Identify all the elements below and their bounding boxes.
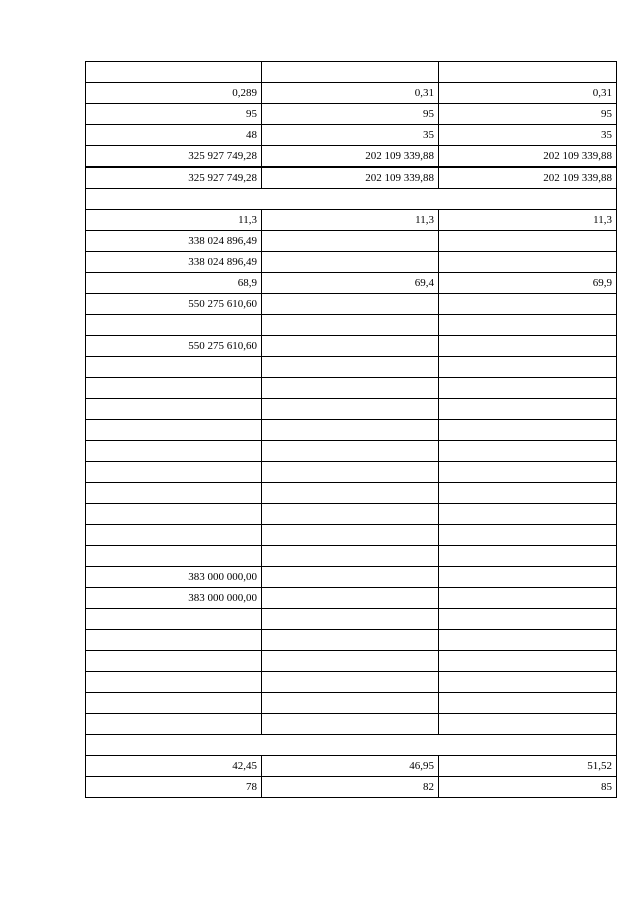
table-cell-col2 (262, 483, 439, 504)
table-cell-col3: 202 109 339,88 (439, 167, 617, 189)
table-row (86, 714, 617, 735)
table-cell-col3 (439, 588, 617, 609)
table-cell-col1: 383 000 000,00 (86, 567, 262, 588)
table-cell-col1 (86, 483, 262, 504)
table-row (86, 525, 617, 546)
table-cell-col3 (439, 357, 617, 378)
table-cell-col1 (86, 378, 262, 399)
table-cell-col3 (439, 567, 617, 588)
table-cell-col3 (439, 672, 617, 693)
table-row (86, 104, 617, 125)
table-cell-col3 (439, 483, 617, 504)
table-row (86, 504, 617, 525)
table-cell-col1: 78 (86, 777, 262, 798)
table-row (86, 378, 617, 399)
table-row (86, 62, 617, 83)
table-cell-col1: 48 (86, 125, 262, 146)
table-cell-col2 (262, 609, 439, 630)
table-cell-col1: 325 927 749,28 (86, 167, 262, 189)
table-row (86, 630, 617, 651)
table-cell-col1 (86, 609, 262, 630)
table-cell-col3 (439, 714, 617, 735)
table-row (86, 672, 617, 693)
table-cell-col2 (262, 399, 439, 420)
table-cell-col2 (262, 462, 439, 483)
table-row (86, 189, 617, 210)
table-row (86, 252, 617, 273)
table-row (86, 167, 617, 189)
table-cell-col1: 383 000 000,00 (86, 588, 262, 609)
table-cell-col2 (262, 525, 439, 546)
table-row (86, 735, 617, 756)
table-cell-col2 (262, 630, 439, 651)
table-row (86, 420, 617, 441)
table-row (86, 588, 617, 609)
table-cell-col3 (439, 420, 617, 441)
section-row-cell (86, 735, 617, 756)
table-row (86, 357, 617, 378)
table-cell-col3 (439, 504, 617, 525)
table-cell-col1 (86, 714, 262, 735)
table-row (86, 294, 617, 315)
table-row (86, 567, 617, 588)
table-row (86, 399, 617, 420)
table-cell-col3: 202 109 339,88 (439, 146, 617, 168)
table-row (86, 693, 617, 714)
table-cell-col1 (86, 357, 262, 378)
table-cell-col3 (439, 651, 617, 672)
table-cell-col1 (86, 630, 262, 651)
table-row (86, 83, 617, 104)
table-body (86, 62, 617, 798)
table-row (86, 441, 617, 462)
table-cell-col1 (86, 525, 262, 546)
table-cell-col1 (86, 651, 262, 672)
table-cell-col1 (86, 441, 262, 462)
table-cell-col2: 69,4 (262, 273, 439, 294)
table-cell-col3 (439, 252, 617, 273)
data-table (85, 61, 617, 798)
table-cell-col1 (86, 693, 262, 714)
table-cell-col1 (86, 504, 262, 525)
table-row (86, 609, 617, 630)
table-cell-col2 (262, 441, 439, 462)
table-cell-col3 (439, 609, 617, 630)
table-cell-col2 (262, 315, 439, 336)
table-cell-col1: 550 275 610,60 (86, 294, 262, 315)
table-cell-col2: 0,31 (262, 83, 439, 104)
table-cell-col2 (262, 672, 439, 693)
table-cell-col1 (86, 62, 262, 83)
table-row (86, 546, 617, 567)
table-cell-col1: 11,3 (86, 210, 262, 231)
table-cell-col3 (439, 378, 617, 399)
table-cell-col1: 68,9 (86, 273, 262, 294)
table-cell-col2 (262, 504, 439, 525)
table-cell-col3: 11,3 (439, 210, 617, 231)
table-cell-col3 (439, 62, 617, 83)
table-cell-col1: 95 (86, 104, 262, 125)
table-cell-col1 (86, 672, 262, 693)
table-row (86, 483, 617, 504)
table-cell-col2: 202 109 339,88 (262, 167, 439, 189)
table-cell-col2 (262, 588, 439, 609)
table-row (86, 210, 617, 231)
table-cell-col3: 35 (439, 125, 617, 146)
table-cell-col1: 338 024 896,49 (86, 231, 262, 252)
table-row (86, 336, 617, 357)
table-cell-col3 (439, 399, 617, 420)
table-cell-col3 (439, 231, 617, 252)
table-cell-col2: 82 (262, 777, 439, 798)
table-cell-col3 (439, 294, 617, 315)
table-cell-col2: 46,95 (262, 756, 439, 777)
table-cell-col1 (86, 420, 262, 441)
table-cell-col2: 35 (262, 125, 439, 146)
table-cell-col2 (262, 378, 439, 399)
table-cell-col2 (262, 714, 439, 735)
table-cell-col3 (439, 315, 617, 336)
table-cell-col1: 42,45 (86, 756, 262, 777)
table-cell-col2 (262, 420, 439, 441)
section-row-cell (86, 189, 617, 210)
table-cell-col3: 51,52 (439, 756, 617, 777)
table-cell-col2 (262, 336, 439, 357)
table-cell-col3: 95 (439, 104, 617, 125)
table-cell-col3: 85 (439, 777, 617, 798)
table-cell-col1: 0,289 (86, 83, 262, 104)
table-cell-col3 (439, 462, 617, 483)
table-row (86, 125, 617, 146)
table-cell-col2 (262, 546, 439, 567)
table-cell-col3: 69,9 (439, 273, 617, 294)
table-cell-col3: 0,31 (439, 83, 617, 104)
table-cell-col3 (439, 693, 617, 714)
table-cell-col2 (262, 567, 439, 588)
table-cell-col2 (262, 231, 439, 252)
table-cell-col3 (439, 630, 617, 651)
table-cell-col1: 325 927 749,28 (86, 146, 262, 168)
table-cell-col1: 338 024 896,49 (86, 252, 262, 273)
table-cell-col2 (262, 357, 439, 378)
table-cell-col2 (262, 294, 439, 315)
table-cell-col1 (86, 399, 262, 420)
table-cell-col3 (439, 546, 617, 567)
table-row (86, 462, 617, 483)
table-cell-col1 (86, 462, 262, 483)
table-row (86, 146, 617, 168)
table-cell-col2 (262, 693, 439, 714)
table-cell-col2 (262, 651, 439, 672)
table-row (86, 231, 617, 252)
table-cell-col1 (86, 546, 262, 567)
table-cell-col3 (439, 336, 617, 357)
table-cell-col3 (439, 525, 617, 546)
table-cell-col2: 11,3 (262, 210, 439, 231)
table-cell-col2: 95 (262, 104, 439, 125)
table-cell-col2 (262, 252, 439, 273)
table-row (86, 777, 617, 798)
table-row (86, 273, 617, 294)
table-row (86, 756, 617, 777)
table-cell-col2: 202 109 339,88 (262, 146, 439, 168)
table-cell-col3 (439, 441, 617, 462)
table-row (86, 651, 617, 672)
table-cell-col1: 550 275 610,60 (86, 336, 262, 357)
table-cell-col2 (262, 62, 439, 83)
table-cell-col1 (86, 315, 262, 336)
table-row (86, 315, 617, 336)
